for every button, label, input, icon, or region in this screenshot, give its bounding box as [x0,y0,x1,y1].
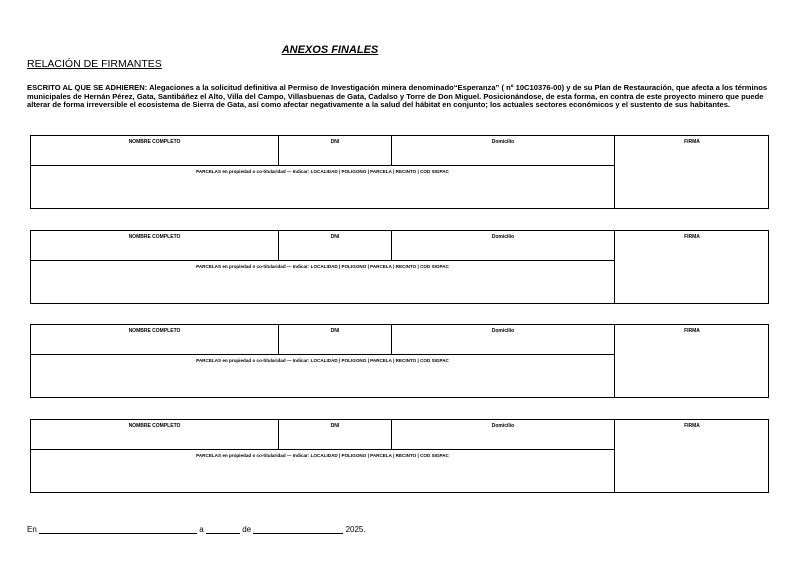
domicilio-header[interactable]: Domicilio [392,136,615,166]
parcelas-cell[interactable]: PARCELAS en propiedad o co-titularidad — Indicar: LOCALIDAD | POLIGONO | PARCELA | RECINTO | COD SIGPAC [31,355,615,397]
dni-header[interactable]: DNI [279,420,392,450]
parcelas-cell[interactable]: PARCELAS en propiedad o co-titularidad — Indicar: LOCALIDAD | POLIGONO | PARCELA | RECINTO | COD SIGPAC [31,450,615,492]
domicilio-header[interactable]: Domicilio [392,420,615,450]
day-blank[interactable] [206,524,240,534]
firma-cell[interactable]: FIRMA [684,139,700,145]
firma-cell[interactable]: FIRMA [684,234,700,240]
signer-form-2 [30,230,769,304]
month-blank[interactable] [253,524,343,534]
parcelas-cell[interactable]: PARCELAS en propiedad o co-titularidad — Indicar: LOCALIDAD | POLIGONO | PARCELA | RECINTO | COD SIGPAC [31,261,615,303]
domicilio-header[interactable]: Domicilio [392,325,615,355]
signer-form-1 [30,135,769,209]
firma-cell[interactable]: FIRMA [684,328,700,334]
signer-form-3 [30,324,769,398]
footer-a: a [199,525,204,534]
firma-cell[interactable]: FIRMA [684,423,700,429]
name-header[interactable]: NOMBRE COMPLETO [31,420,279,450]
dni-header[interactable]: DNI [279,231,392,261]
document-subtitle: RELACIÓN DE FIRMANTES [27,58,162,70]
name-header[interactable]: NOMBRE COMPLETO [31,325,279,355]
footer-place-date [27,524,366,534]
intro-paragraph: ESCRITO AL QUE SE ADHIEREN: Alegaciones a la solicitud definitiva al Permiso de Investigación minera denominado“Esperanza” ( nº 10C10376-00) y de su Plan de Restauración, que afecta a los términos municipales de Hernán Pérez, Gata, Santibáñez el Alto, Villa del Campo, Villasbuenas de Gata, Cadalso y Torre de Don Miguel. Posicionándose, de esta forma, en contra de este proyecto minero que puede alterar de forma irreversible el ecosistema de Sierra de Gata, así como afectar negativamente a la salud del hábitat en conjunto; los actuales sectores económicos y el sustento de sus habitantes. [27,83,768,110]
signer-form-4 [30,419,769,493]
dni-header[interactable]: DNI [279,325,392,355]
name-header[interactable]: NOMBRE COMPLETO [31,136,279,166]
name-header[interactable]: NOMBRE COMPLETO [31,231,279,261]
domicilio-header[interactable]: Domicilio [392,231,615,261]
footer-de: de [242,525,252,534]
footer-en: En [27,525,37,534]
dni-header[interactable]: DNI [279,136,392,166]
parcelas-cell[interactable]: PARCELAS en propiedad o co-titularidad — Indicar: LOCALIDAD | POLIGONO | PARCELA | RECINTO | COD SIGPAC [31,166,615,208]
document-title: ANEXOS FINALES [281,44,379,56]
footer-year: 2025. [345,525,366,534]
place-blank[interactable] [39,524,197,534]
